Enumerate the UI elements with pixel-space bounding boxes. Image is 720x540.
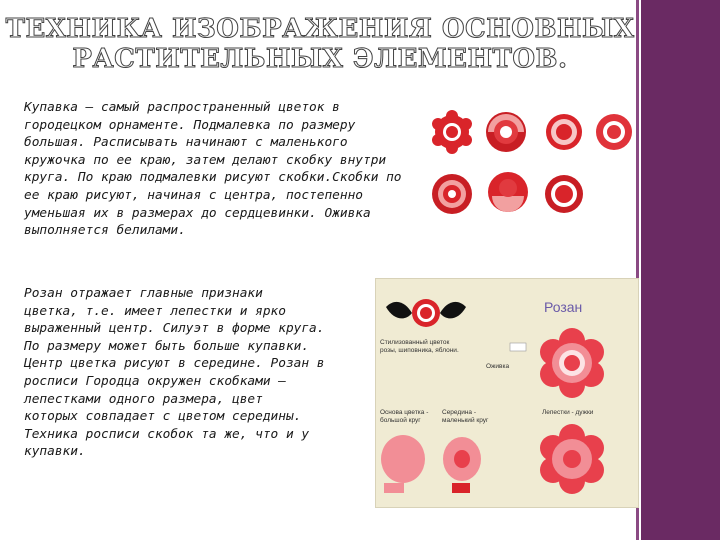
kupavka-line: городецком орнаменте. Подмалевка по размеру	[24, 117, 356, 133]
flower-5	[432, 174, 472, 214]
rozan-example-top	[540, 328, 604, 398]
rozan-line: купавки.	[24, 444, 86, 460]
rozan-line: Центр цветка рисуют в середине. Розан в	[24, 356, 325, 372]
rozan-diagram	[375, 278, 639, 508]
flower-2	[486, 112, 526, 152]
swatch-red	[452, 483, 470, 493]
swatch-pink	[384, 483, 404, 493]
flower-4	[596, 114, 632, 150]
rozan-paragraph	[24, 285, 324, 461]
caption-big-circle: Основа цветка - большой круг	[380, 409, 429, 424]
ozhivka-swatch	[510, 343, 526, 351]
kupavka-line: ее краю рисуют, начиная с центра, постепенно	[24, 187, 363, 203]
rozan-line: Розан отражает главные признаки	[24, 286, 263, 301]
caption-ozhivka: Оживка	[486, 363, 510, 370]
rozan-line: росписи Городца окружен скобками —	[24, 373, 286, 389]
rozan-diagram-drawing	[376, 279, 638, 507]
slide-title-line1: ТЕХНИКА ИЗОБРАЖЕНИЯ ОСНОВНЫХ	[5, 14, 635, 44]
rozan-line: По размеру может быть больше купавки.	[24, 338, 310, 354]
big-circle-base	[381, 435, 425, 483]
kupavka-line: круга. По краю подмалевки рисуют скобки.Скобки по	[24, 170, 402, 186]
caption-stylized-rose: Стилизованный цветок розы, шиповника, яблони.	[380, 339, 459, 354]
caption-small-circle: Середина - маленький круг	[442, 409, 489, 424]
stylized-rose-icon	[386, 299, 466, 327]
kupavka-line: Купавка — самый распространенный цветок в	[24, 100, 340, 115]
rozan-line: которых совпадает с цветом середины.	[24, 409, 302, 425]
side-band	[641, 0, 720, 540]
kupavka-line: выполняется белилами.	[24, 223, 186, 239]
rozan-line: Техника росписи скобок та же, что и у	[24, 426, 310, 442]
caption-petals: Лепестки - дужки	[542, 409, 594, 416]
kupavka-line: большая. Расписывать начинают с маленького	[24, 135, 348, 151]
slide-title-line2: РАСТИТЕЛЬНЫХ ЭЛЕМЕНТОВ.	[72, 44, 568, 74]
flower-7	[545, 175, 583, 213]
rozan-example-bottom	[540, 424, 604, 494]
flower-3	[546, 114, 582, 150]
rozan-line: лепестками одного размера, цвет	[24, 391, 263, 407]
rozan-line: цветка, т.е. имеет лепестки и ярко	[24, 303, 286, 319]
diagram-title: Розан	[544, 299, 583, 315]
flower-6	[488, 172, 528, 212]
kupavka-flowers-image	[424, 104, 636, 224]
kupavka-paragraph	[24, 99, 402, 240]
kupavka-line: кружочка по ее краю, затем делают скобку внутри	[24, 152, 387, 168]
kupavka-line: уменьшая их в размерах до сердцевинки. Оживка	[24, 205, 371, 221]
flower-1	[432, 110, 472, 154]
rozan-line: выраженный центр. Силуэт в форме круга.	[24, 321, 325, 337]
